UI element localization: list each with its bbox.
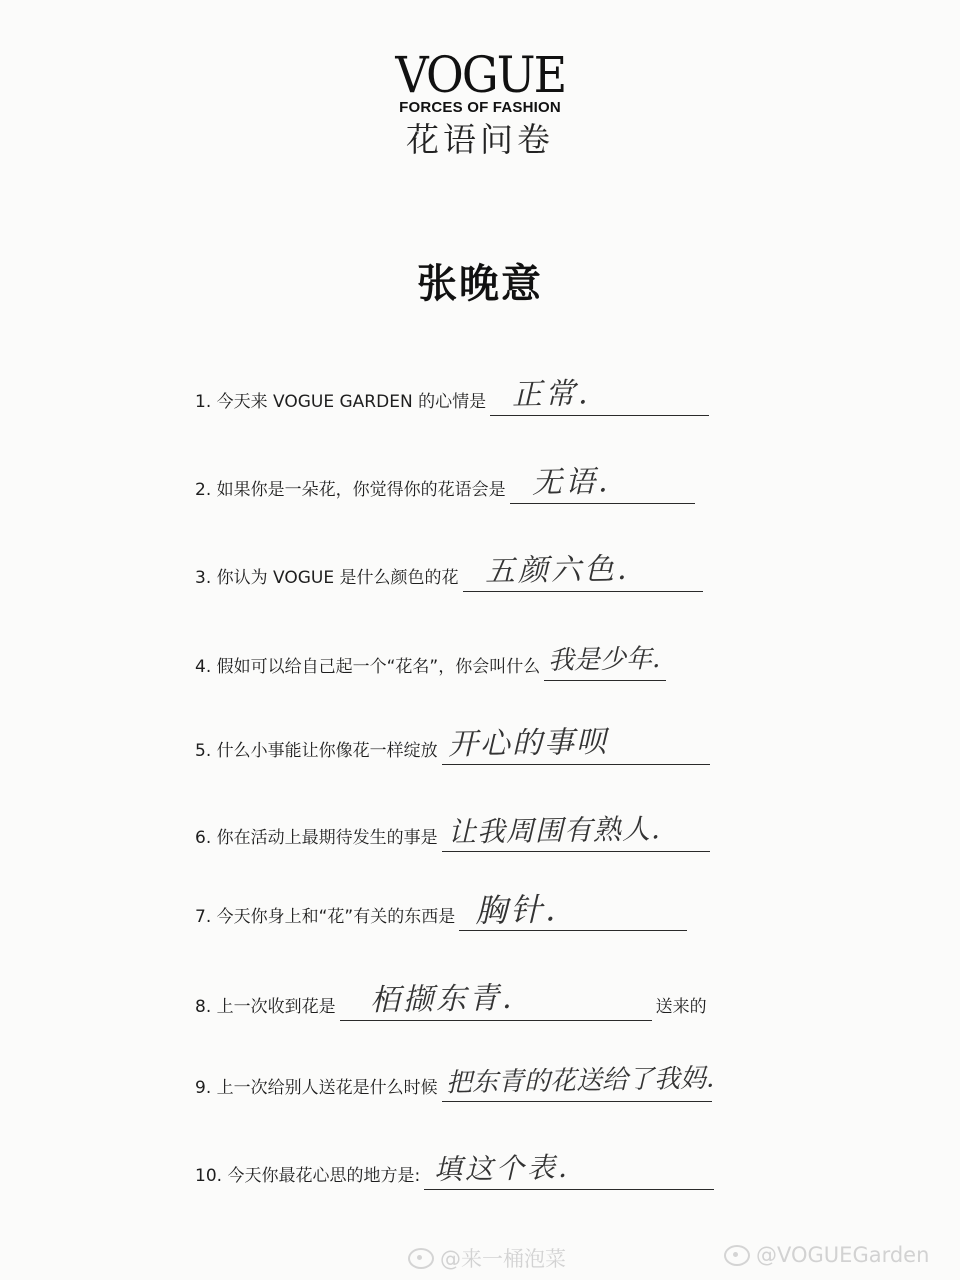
answer-field[interactable] xyxy=(442,811,710,852)
handwritten-answer: 无语. xyxy=(531,464,611,501)
question-prompt: 6. 你在活动上最期待发生的事是 xyxy=(195,828,438,848)
answer-field[interactable] xyxy=(442,1061,715,1102)
handwritten-answer: 填这个表. xyxy=(433,1150,571,1187)
question-prompt: 8. 上一次收到花是 xyxy=(195,997,336,1017)
answer-field[interactable] xyxy=(544,640,666,681)
question-3 xyxy=(195,551,703,592)
handwritten-answer: 我是少年. xyxy=(547,644,661,676)
question-prompt: 4. 假如可以给自己起一个“花名”，你会叫什么 xyxy=(195,657,541,677)
question-prompt: 7. 今天你身上和“花”有关的东西是 xyxy=(195,907,456,927)
handwritten-answer: 正常. xyxy=(511,376,591,413)
question-10 xyxy=(195,1149,714,1190)
respondent-name: 张晚意 xyxy=(417,260,543,307)
question-prompt: 9. 上一次给别人送花是什么时候 xyxy=(195,1078,438,1098)
handwritten-answer: 胸针. xyxy=(474,890,559,930)
handwritten-answer: 把东青的花送给了我妈. xyxy=(445,1063,715,1099)
answer-field[interactable] xyxy=(459,890,687,931)
weibo-icon xyxy=(408,1248,434,1269)
watermark-left xyxy=(408,1243,566,1273)
question-1 xyxy=(195,375,709,416)
watermark-right xyxy=(724,1243,929,1267)
handwritten-answer: 让我周围有熟人. xyxy=(447,812,661,849)
watermark-left-text: @来一桶泡菜 xyxy=(440,1247,566,1271)
handwritten-answer: 开心的事呗 xyxy=(447,724,608,763)
question-8 xyxy=(195,980,707,1021)
weibo-icon xyxy=(724,1245,750,1266)
header xyxy=(0,46,960,161)
answer-field[interactable] xyxy=(463,551,703,592)
handwritten-answer: 栢撷东青. xyxy=(369,980,515,1019)
vogue-logo: VOGUE xyxy=(394,46,566,104)
question-5 xyxy=(195,724,710,765)
forces-of-fashion-subtitle: FORCES OF FASHION xyxy=(399,99,561,116)
question-9 xyxy=(195,1061,715,1102)
question-suffix: 送来的 xyxy=(655,997,707,1017)
question-prompt: 10. 今天你最花心思的地方是: xyxy=(195,1166,421,1186)
question-2 xyxy=(195,463,695,504)
answer-field[interactable] xyxy=(490,375,709,416)
answer-field[interactable] xyxy=(424,1149,714,1190)
watermark-right-text: @VOGUEGarden xyxy=(756,1243,930,1267)
answer-field[interactable] xyxy=(340,980,652,1021)
questionnaire-title: 花语问卷 xyxy=(406,120,554,159)
question-4 xyxy=(195,640,666,681)
question-prompt: 3. 你认为 VOGUE 是什么颜色的花 xyxy=(195,568,459,588)
question-prompt: 2. 如果你是一朵花，你觉得你的花语会是 xyxy=(195,480,506,500)
question-6 xyxy=(195,811,710,852)
handwritten-answer: 五颜六色. xyxy=(484,551,630,590)
question-prompt: 5. 什么小事能让你像花一样绽放 xyxy=(195,741,438,761)
question-7 xyxy=(195,890,687,931)
answer-field[interactable] xyxy=(442,724,710,765)
question-prompt: 1. 今天来 VOGUE GARDEN 的心情是 xyxy=(195,392,487,412)
answer-field[interactable] xyxy=(510,463,695,504)
